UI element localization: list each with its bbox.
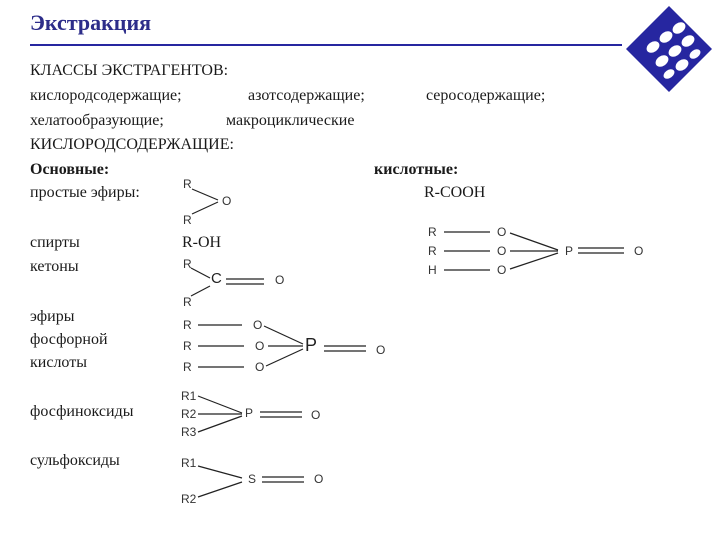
basic-label: Основные: bbox=[30, 161, 110, 178]
acid-r1: R bbox=[428, 225, 437, 239]
sulfoxide-r2: R2 bbox=[181, 492, 197, 506]
sulfoxide-bond-r1 bbox=[198, 466, 242, 478]
ketone-bond-2 bbox=[191, 286, 210, 296]
ether-bond-2 bbox=[192, 202, 218, 214]
phosphine-bond-r3 bbox=[198, 416, 242, 432]
phosphine-p: P bbox=[245, 406, 254, 420]
phosphine-r3: R3 bbox=[181, 425, 197, 439]
acid-bond-o3-p bbox=[510, 253, 558, 269]
phosphine-r2: R2 bbox=[181, 407, 197, 421]
acid-h: H bbox=[428, 263, 437, 277]
esters-label-3: кислоты bbox=[30, 354, 87, 371]
acid-o-double: O bbox=[634, 244, 644, 258]
logo-diamond bbox=[626, 6, 712, 92]
ester-o3: O bbox=[255, 360, 265, 374]
ester-p: P bbox=[305, 335, 318, 355]
acid-p: P bbox=[565, 244, 574, 258]
ester-o-double: O bbox=[376, 343, 386, 357]
ester-o2: O bbox=[255, 339, 265, 353]
ester-r1: R bbox=[183, 318, 192, 332]
ketones-label: кетоны bbox=[30, 258, 79, 275]
class-sulfur: серосодержащие; bbox=[426, 87, 546, 104]
ether-r2: R bbox=[183, 213, 192, 227]
sulfoxides-label: сульфоксиды bbox=[30, 452, 120, 469]
acidic-label: кислотные: bbox=[374, 161, 459, 178]
class-macrocyclic: макроциклические bbox=[226, 112, 355, 129]
acid-formula: R-COOH bbox=[424, 184, 486, 201]
ketone-r1: R bbox=[183, 257, 192, 271]
ester-bond-o3-p bbox=[266, 349, 303, 366]
oxygen-heading: КИСЛОРОДСОДЕРЖАЩИЕ: bbox=[30, 136, 234, 153]
ester-o1: O bbox=[253, 318, 263, 332]
slide-title: Экстракция bbox=[30, 10, 152, 35]
ester-bond-o1-p bbox=[264, 326, 303, 344]
ether-o: O bbox=[222, 194, 232, 208]
ketone-o: O bbox=[275, 273, 285, 287]
ether-bond-1 bbox=[192, 189, 218, 200]
phosphine-oxides-label: фосфиноксиды bbox=[30, 403, 134, 420]
ethers-label: простые эфиры: bbox=[30, 184, 140, 201]
acid-o3: O bbox=[497, 263, 507, 277]
acid-r2: R bbox=[428, 244, 437, 258]
ketone-bond-1 bbox=[191, 268, 210, 278]
sulfoxide-o: O bbox=[314, 472, 324, 486]
sulfoxide-s: S bbox=[248, 472, 257, 486]
ester-r2: R bbox=[183, 339, 192, 353]
logo bbox=[624, 4, 714, 94]
title-underline bbox=[30, 44, 622, 46]
class-nitrogen: азотсодержащие; bbox=[248, 87, 365, 104]
ester-r3: R bbox=[183, 360, 192, 374]
acid-bond-o1-p bbox=[510, 233, 558, 250]
phosphine-bond-r1 bbox=[198, 396, 242, 413]
alcohol-formula: R-OH bbox=[182, 234, 222, 251]
phosphine-r1: R1 bbox=[181, 389, 197, 403]
acid-o1: O bbox=[497, 225, 507, 239]
ether-r1: R bbox=[183, 177, 192, 191]
sulfoxide-bond-r2 bbox=[198, 482, 242, 497]
sulfoxide-r1: R1 bbox=[181, 456, 197, 470]
alcohols-label: спирты bbox=[30, 234, 80, 251]
acid-o2: O bbox=[497, 244, 507, 258]
esters-label-1: эфиры bbox=[30, 308, 75, 325]
phosphine-o: O bbox=[311, 408, 321, 422]
ketone-c: C bbox=[211, 270, 222, 287]
classes-heading: КЛАССЫ ЭКСТРАГЕНТОВ: bbox=[30, 62, 229, 79]
class-oxygen: кислородсодержащие; bbox=[30, 87, 182, 104]
class-chelating: хелатообразующие; bbox=[30, 112, 164, 129]
esters-label-2: фосфорной bbox=[30, 331, 108, 348]
ketone-r2: R bbox=[183, 295, 192, 309]
